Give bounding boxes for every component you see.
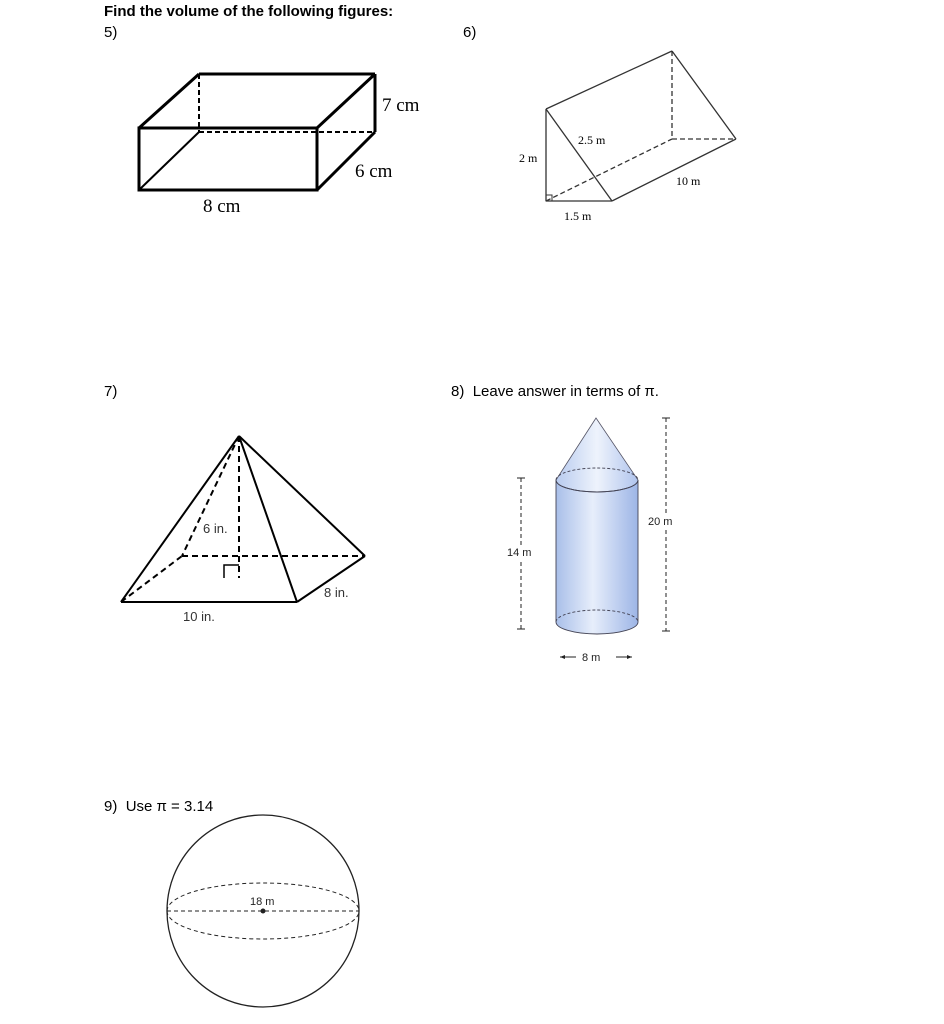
prism-length-label: 8 cm	[203, 196, 241, 217]
sphere-diameter-label: 18 m	[250, 896, 275, 908]
pyramid-height-label: 6 in.	[203, 521, 228, 536]
rectangular-prism-figure	[139, 74, 375, 190]
worksheet-title: Find the volume of the following figures:	[104, 3, 394, 20]
problem-9-instruction: Use π = 3.14	[125, 798, 214, 815]
sphere-figure	[167, 815, 359, 1007]
cylinder-cone-figure	[505, 412, 682, 666]
problem-8-number: 8)	[451, 383, 465, 400]
triangular-prism-figure	[546, 51, 736, 201]
tri-prism-height-label: 2 m	[519, 151, 538, 165]
prism-height-label: 7 cm	[382, 95, 420, 116]
pyramid-depth-label: 8 in.	[324, 585, 349, 600]
tri-prism-hypotenuse-label: 2.5 m	[578, 133, 606, 147]
total-height-label: 20 m	[648, 516, 673, 528]
problem-6-number: 6)	[463, 24, 477, 41]
square-pyramid-figure	[121, 436, 365, 602]
cylinder-diameter-label: 8 m	[582, 652, 601, 664]
prism-depth-label: 6 cm	[355, 161, 393, 182]
problem-7-number: 7)	[104, 383, 118, 400]
problem-5-number: 5)	[104, 24, 118, 41]
problem-9-number: 9)	[104, 798, 118, 815]
pyramid-width-label: 10 in.	[183, 609, 215, 624]
cylinder-height-label: 14 m	[507, 547, 532, 559]
tri-prism-base-label: 1.5 m	[564, 209, 592, 223]
tri-prism-length-label: 10 m	[676, 174, 701, 188]
problem-8-instruction: Leave answer in terms of π.	[472, 383, 659, 400]
